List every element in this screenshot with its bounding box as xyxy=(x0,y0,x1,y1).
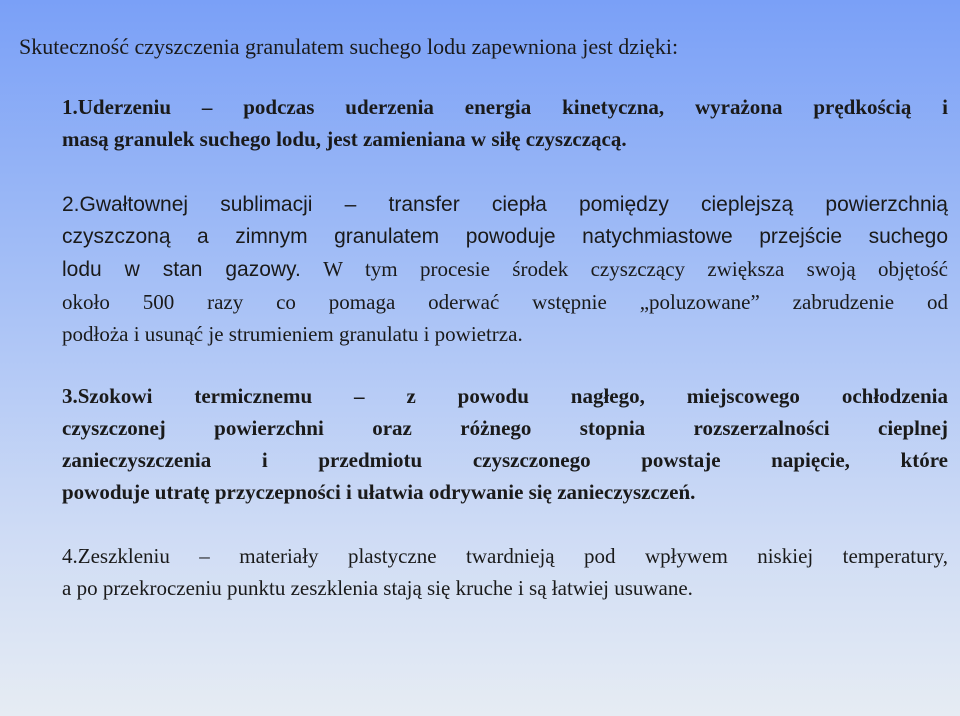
point-1-line: 1.Uderzeniu – podczas uderzenia energia kinetyczna, wyrażona prędkością i xyxy=(62,95,948,119)
point-1-impact xyxy=(62,91,948,155)
point-4-line: a po przekroczeniu punktu zeszklenia stają się kruche i są łatwiej usuwane. xyxy=(62,576,693,600)
intro-text: Skuteczność czyszczenia granulatem suchego lodu zapewniona jest dzięki: xyxy=(19,34,679,59)
point-2-line: czyszczoną a zimnym granulatem powoduje natychmiastowe przejście suchego xyxy=(62,225,948,248)
point-3-line: 3.Szokowi termicznemu – z powodu nagłego, miejscowego ochłodzenia xyxy=(62,384,948,408)
point-4-vitrification xyxy=(62,540,948,604)
point-3-line: zanieczyszczenia i przedmiotu czyszczonego powstaje napięcie, które xyxy=(62,448,948,472)
point-2-fragment: lodu w stan gazowy. xyxy=(62,258,301,281)
point-4-line: 4.Zeszkleniu – materiały plastyczne twardnieją pod wpływem niskiej temperatury, xyxy=(62,544,948,568)
point-3-line: powoduje utratę przyczepności i ułatwia odrywanie się zanieczyszczeń. xyxy=(62,480,696,504)
point-3-line: czyszczonej powierzchni oraz różnego stopnia rozszerzalności cieplnej xyxy=(62,416,948,440)
point-2-line-mixed xyxy=(62,253,948,286)
point-1-line: masą granulek suchego lodu, jest zamieniana w siłę czyszczącą. xyxy=(62,127,627,151)
point-2-line: podłoża i usunąć je strumieniem granulatu i powietrza. xyxy=(62,322,523,346)
point-2-fragment: W tym procesie środek czyszczący zwiększa swoją objętość xyxy=(323,257,948,281)
point-2-line: 2.Gwałtownej sublimacji – transfer ciepła pomiędzy cieplejszą powierzchnią xyxy=(62,193,948,216)
point-2-sublimation xyxy=(62,189,948,350)
point-3-thermal-shock xyxy=(62,380,948,508)
point-2-line: około 500 razy co pomaga oderwać wstępnie „poluzowane” zabrudzenie od xyxy=(62,290,948,314)
